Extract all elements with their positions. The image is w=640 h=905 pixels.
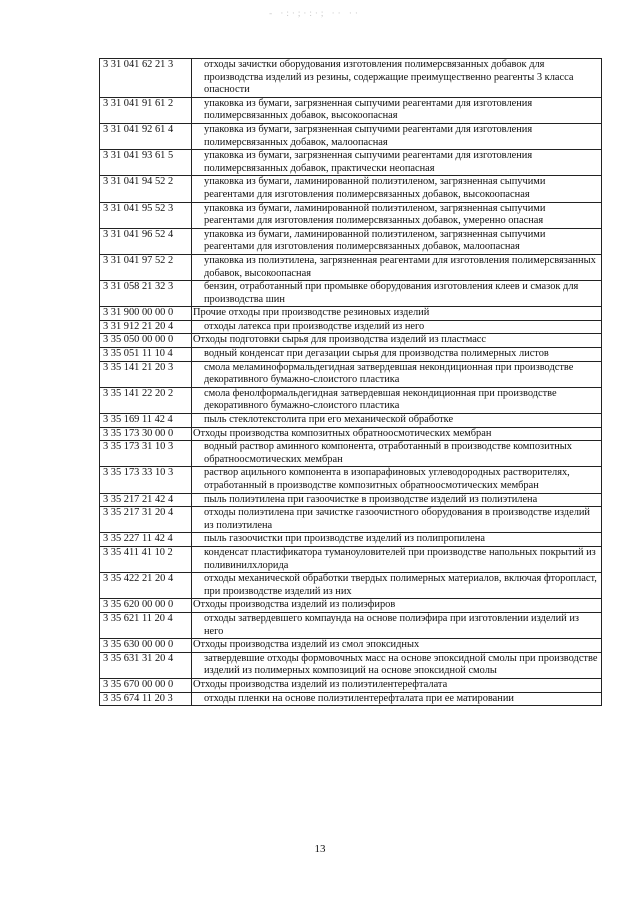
table-group-row <box>100 639 602 653</box>
table-row <box>100 320 602 334</box>
waste-code-cell: 3 31 041 97 52 2 <box>100 254 192 280</box>
waste-code-cell: 3 31 912 21 20 4 <box>100 320 192 334</box>
table-row <box>100 202 602 228</box>
waste-name-cell: конденсат пластификатора туманоуловителей при производстве напольных покрытий из поливинилхлорида <box>192 546 602 572</box>
waste-code-cell: 3 35 630 00 00 0 <box>100 639 192 653</box>
table-row <box>100 692 602 706</box>
waste-code-cell: 3 35 173 33 10 3 <box>100 467 192 493</box>
waste-name-cell: Отходы подготовки сырья для производства изделий из пластмасс <box>192 334 602 348</box>
waste-name-cell: упаковка из полиэтилена, загрязненная реагентами для изготовления полимерсвязанных добавок, высокоопасная <box>192 254 602 280</box>
table-row <box>100 254 602 280</box>
waste-code-cell: 3 35 051 11 10 4 <box>100 348 192 362</box>
table-row <box>100 573 602 599</box>
waste-code-cell: 3 35 217 21 42 4 <box>100 493 192 507</box>
table-row <box>100 150 602 176</box>
table-row <box>100 414 602 428</box>
waste-name-cell: упаковка из бумаги, загрязненная сыпучими реагентами для изготовления полимерсвязанных добавок, высокоопасная <box>192 97 602 123</box>
waste-code-cell: 3 35 620 00 00 0 <box>100 599 192 613</box>
waste-code-cell: 3 35 411 41 10 2 <box>100 546 192 572</box>
waste-name-cell: бензин, отработанный при промывке оборудования изготовления клеев и смазок для производства шин <box>192 281 602 307</box>
waste-name-cell: упаковка из бумаги, ламинированной полиэтиленом, загрязненная сыпучими реагентами для изготовления полимерсвязанных добавок, умеренно опасная <box>192 202 602 228</box>
table-row <box>100 467 602 493</box>
waste-name-cell: отходы механической обработки твердых полимерных материалов, включая фторопласт, при производстве изделий из них <box>192 573 602 599</box>
table-row <box>100 493 602 507</box>
waste-code-cell: 3 31 041 94 52 2 <box>100 176 192 202</box>
page-number: 13 <box>314 843 326 855</box>
waste-code-cell: 3 35 631 31 20 4 <box>100 652 192 678</box>
waste-code-cell: 3 35 670 00 00 0 <box>100 678 192 692</box>
waste-code-cell: 3 35 169 11 42 4 <box>100 414 192 428</box>
table-group-row <box>100 599 602 613</box>
table-group-row <box>100 427 602 441</box>
waste-code-cell: 3 35 173 31 10 3 <box>100 441 192 467</box>
waste-code-cell: 3 35 621 11 20 4 <box>100 612 192 638</box>
table-row <box>100 441 602 467</box>
waste-code-cell: 3 35 141 22 20 2 <box>100 387 192 413</box>
waste-name-cell: смола фенолформальдегидная затвердевшая некондиционная при производстве декоративного бумажно-слоистого пластика <box>192 387 602 413</box>
waste-name-cell: водный конденсат при дегазации сырья для производства полимерных листов <box>192 348 602 362</box>
table-row <box>100 387 602 413</box>
waste-name-cell: отходы полиэтилена при зачистке газоочистного оборудования в производстве изделий из полиэтилена <box>192 507 602 533</box>
waste-code-cell: 3 35 217 31 20 4 <box>100 507 192 533</box>
waste-code-cell: 3 31 041 91 61 2 <box>100 97 192 123</box>
waste-code-cell: 3 31 041 96 52 4 <box>100 228 192 254</box>
waste-code-cell: 3 35 141 21 20 3 <box>100 361 192 387</box>
waste-name-cell: пыль стеклотекстолита при его механической обработке <box>192 414 602 428</box>
table-row <box>100 361 602 387</box>
waste-name-cell: упаковка из бумаги, загрязненная сыпучими реагентами для изготовления полимерсвязанных добавок, практически неопасная <box>192 150 602 176</box>
waste-name-cell: пыль газоочистки при производстве изделий из полипропилена <box>192 533 602 547</box>
table-row <box>100 228 602 254</box>
waste-code-cell: 3 31 041 62 21 3 <box>100 59 192 98</box>
table-body <box>100 59 602 706</box>
table-row <box>100 612 602 638</box>
waste-name-cell: Отходы производства изделий из полиэфиров <box>192 599 602 613</box>
waste-code-cell: 3 31 041 93 61 5 <box>100 150 192 176</box>
table-row <box>100 348 602 362</box>
waste-code-cell: 3 35 227 11 42 4 <box>100 533 192 547</box>
waste-name-cell: отходы затвердевшего компаунда на основе полиэфира при изготовлении изделий из него <box>192 612 602 638</box>
table-row <box>100 507 602 533</box>
waste-classification-table <box>99 58 602 706</box>
waste-name-cell: смола меламиноформальдегидная затвердевшая некондиционная при производстве декоративного бумажно-слоистого пластика <box>192 361 602 387</box>
waste-name-cell: отходы пленки на основе полиэтилентерефталата при ее матировании <box>192 692 602 706</box>
waste-name-cell: Прочие отходы при производстве резиновых изделий <box>192 307 602 321</box>
waste-name-cell: отходы зачистки оборудования изготовления полимерсвязанных добавок для производства изделий из резины, содержащие преимущественно реагенты 3 класса опасности <box>192 59 602 98</box>
waste-code-cell: 3 35 422 21 20 4 <box>100 573 192 599</box>
waste-name-cell: Отходы производства изделий из полиэтилентерефталата <box>192 678 602 692</box>
waste-code-cell: 3 31 058 21 32 3 <box>100 281 192 307</box>
table-row <box>100 97 602 123</box>
waste-name-cell: Отходы производства композитных обратноосмотических мембран <box>192 427 602 441</box>
table-row <box>100 176 602 202</box>
table-group-row <box>100 678 602 692</box>
table-group-row <box>100 307 602 321</box>
waste-code-cell: 3 35 050 00 00 0 <box>100 334 192 348</box>
waste-code-cell: 3 35 674 11 20 3 <box>100 692 192 706</box>
waste-name-cell: упаковка из бумаги, загрязненная сыпучими реагентами для изготовления полимерсвязанных добавок, малоопасная <box>192 123 602 149</box>
table-row <box>100 533 602 547</box>
table-row <box>100 281 602 307</box>
waste-code-cell: 3 31 041 92 61 4 <box>100 123 192 149</box>
waste-code-cell: 3 31 041 95 52 3 <box>100 202 192 228</box>
waste-name-cell: Отходы производства изделий из смол эпоксидных <box>192 639 602 653</box>
waste-name-cell: отходы латекса при производстве изделий из него <box>192 320 602 334</box>
waste-code-cell: 3 31 900 00 00 0 <box>100 307 192 321</box>
waste-name-cell: упаковка из бумаги, ламинированной полиэтиленом, загрязненная сыпучими реагентами для изготовления полимерсвязанных добавок, высокоопасная <box>192 176 602 202</box>
waste-name-cell: раствор ацильного компонента в изопарафиновых углеводородных растворителях, отработанный в производстве композитных обратноосмотических мембран <box>192 467 602 493</box>
table-row <box>100 59 602 98</box>
waste-name-cell: водный раствор аминного компонента, отработанный в производстве композитных обратноосмотических мембран <box>192 441 602 467</box>
table-row <box>100 652 602 678</box>
table-row <box>100 123 602 149</box>
waste-name-cell: упаковка из бумаги, ламинированной полиэтиленом, загрязненная сыпучими реагентами для изготовления полимерсвязанных добавок, малоопасная <box>192 228 602 254</box>
waste-name-cell: затвердевшие отходы формовочных масс на основе эпоксидной смолы при производстве изделий из полимерных композиций на основе эпоксидной смолы <box>192 652 602 678</box>
header-watermark: - ·:·;·:·; ·· ·· <box>269 8 361 18</box>
table-group-row <box>100 334 602 348</box>
waste-name-cell: пыль полиэтилена при газоочистке в производстве изделий из полиэтилена <box>192 493 602 507</box>
table-row <box>100 546 602 572</box>
waste-code-cell: 3 35 173 30 00 0 <box>100 427 192 441</box>
